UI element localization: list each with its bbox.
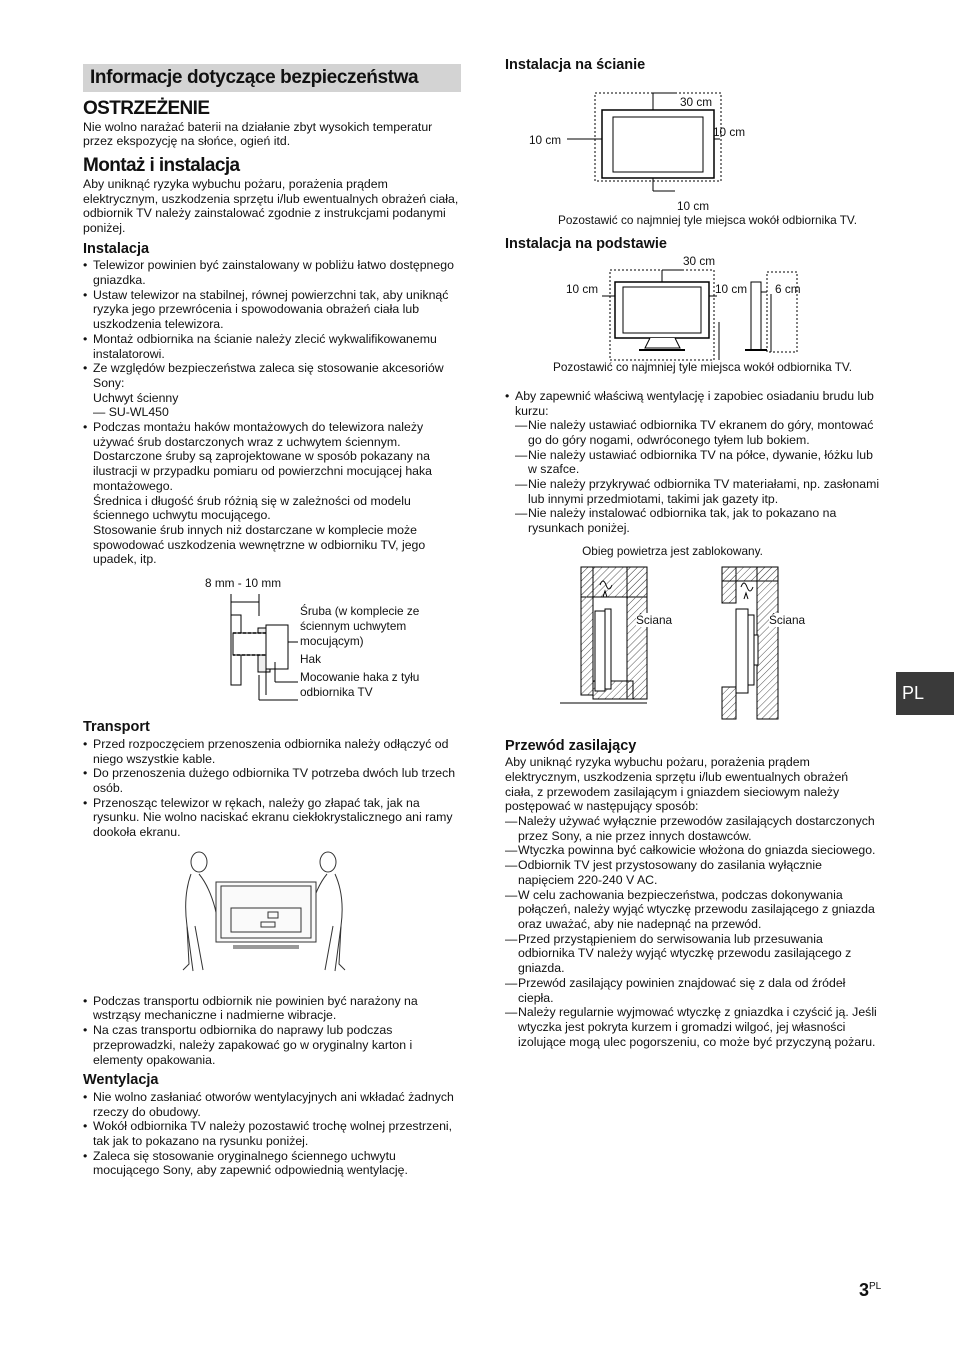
wall-install-heading: Instalacja na ścianie — [505, 57, 646, 73]
blocked-airflow-diagram — [505, 565, 880, 725]
screw-dimension-label: 8 mm - 10 mm — [205, 576, 282, 591]
screw-label: Śruba (w komplecie ze ściennym uchwytem mocującym) — [300, 604, 420, 648]
wall-top-label: 30 cm — [680, 94, 713, 109]
list-item — [83, 420, 461, 567]
vent-heading: Wentylacja — [83, 1072, 159, 1089]
list-item: • Montaż odbiornika na ścianie należy zlecić wykwalifikowanemu instalatorowi. — [83, 332, 461, 361]
carrying-diagram — [83, 846, 461, 991]
list-item: • Przed rozpoczęciem przenoszenia odbiornika należy odłączyć od niego wszystkie kable. — [83, 737, 461, 766]
wall-label-2: Ściana — [769, 612, 806, 627]
list-item: • Ustaw telewizor na stabilnej, równej powierzchni tak, aby uniknąć ryzyka jego przewrócenia i spowodowania obrażeń ciała lub uszkodzenia telewizora. — [83, 288, 461, 332]
accessory-text: Ze względów bezpieczeństwa zaleca się stosowanie akcesoriów Sony: — [93, 361, 444, 390]
list-item: • Przenosząc telewizor w rękach, należy go złapać tak, jak na rysunku. Nie wolno naciskać ekranu ciekłokrystalicznego ani ramy dookoła ekranu. — [83, 796, 461, 840]
hook-label: Hak — [300, 652, 321, 667]
stand-install-heading: Instalacja na podstawie — [505, 236, 667, 253]
language-tab: PL — [896, 672, 954, 715]
accessory-name: Uchwyt ścienny — [93, 390, 179, 405]
list-item: — Nie należy instalować odbiornika tak, jak to pokazano na rysunkach poniżej. — [515, 506, 880, 535]
stand-right-label: 10 cm — [715, 282, 748, 297]
list-item: • Podczas transportu odbiornik nie powinien być narażony na wstrząsy mechaniczne i nadmierne wibracje. — [83, 994, 461, 1023]
carrying-figure — [83, 846, 461, 994]
stand-install-figure — [505, 254, 880, 362]
list-item: — Wtyczka powinna być całkowicie włożona do gniazda sieciowego. — [505, 843, 880, 858]
list-item: — Nie należy ustawiać odbiornika TV ekranem do góry, montować go do góry nogami, odwróconego tyłem lub bokiem. — [515, 418, 880, 447]
list-item: — Należy regularnie wyjmować wtyczkę z gniazdka i czyścić ją. Jeśli wtyczka jest pokryta kurzem i gromadzi wilgoć, jej własności izolujące mogą ulec pogorszeniu, co może być przyczyną pożaru. — [505, 1005, 880, 1049]
list-item: • Zaleca się stosowanie oryginalnego ściennego uchwytu mocującego Sony, aby zapewnić odpowiednią wentylację. — [83, 1149, 461, 1178]
wall-left-label: 10 cm — [529, 132, 562, 147]
screw-figure — [83, 570, 461, 708]
list-item: — Nie należy przykrywać odbiornika TV materiałami, np. zasłonami lub innymi przedmiotami, takimi jak gazety itp. — [515, 477, 880, 506]
mount-heading: Montaż i instalacja — [83, 155, 240, 177]
screw-text-2: Średnica i długość śrub różnią się w zależności od modelu ściennego uchwytu mocującego. — [93, 493, 411, 523]
warning-heading: OSTRZEŻENIE — [83, 98, 210, 119]
page-number-value: 3 — [859, 1280, 870, 1300]
mount-text: Aby uniknąć ryzyka wybuchu pożaru, porażenia prądem elektrycznym, uszkodzenia sprzętu i/lub ewentualnych obrażeń ciała, odbiornik TV należy zainstalować zgodnie z instrukcjami podanymi poniżej. — [83, 176, 459, 235]
vent-dash-list — [515, 418, 880, 536]
left-column — [83, 64, 461, 1178]
airflow-caption: Obieg powietrza jest zablokowany. — [582, 543, 763, 558]
stand-clearance-diagram — [505, 254, 880, 362]
transport-list — [83, 737, 461, 840]
wall-install-figure — [505, 75, 880, 213]
list-item: • Do przenoszenia dużego odbiornika TV potrzeba dwóch lub trzech osób. — [83, 766, 461, 795]
list-item: — Przed przystąpieniem do serwisowania lub przesuwania odbiornika TV należy wyjąć wtyczkę przewodu zasilającego z gniazda. — [505, 932, 880, 976]
transport-heading: Transport — [83, 719, 150, 736]
vent-list — [83, 1090, 461, 1178]
vent-guidance-text: Aby zapewnić właściwą wentylację i zapobiec osiadaniu brudu lub kurzu: — [515, 388, 874, 418]
mount-label: Mocowanie haka z tyłu odbiornika TV — [300, 670, 420, 699]
list-item: — Przewód zasilający powinien znajdować się z dala od źródeł ciepła. — [505, 976, 880, 1005]
wall-label-1: Ściana — [636, 612, 673, 627]
blocked-airflow-figure — [505, 565, 880, 725]
section-title: Informacje dotyczące bezpieczeństwa — [83, 64, 461, 92]
stand-top-label: 30 cm — [683, 254, 716, 269]
install-list — [83, 258, 461, 567]
warning-text: Nie wolno narażać baterii na działanie zbyt wysokich temperatur przez ekspozycję na słońce, ogień itd. — [83, 119, 433, 149]
list-item: — W celu zachowania bezpieczeństwa, podczas dokonywania połączeń, należy wyjąć wtyczkę przewodu zasilającego z gniazda oraz uważać, aby nie nadepnąć na przewód. — [505, 888, 880, 932]
list-item: — Odbiornik TV jest przystosowany do zasilania wyłącznie napięciem 220-240 V AC. — [505, 858, 880, 887]
transport-list-2 — [83, 994, 461, 1068]
stand-caption: Pozostawić co najmniej tyle miejsca wokół odbiornika TV. — [553, 360, 852, 375]
right-column — [505, 58, 880, 1049]
list-item: • Nie wolno zasłaniać otworów wentylacyjnych ani wkładać żadnych rzeczy do obudowy. — [83, 1090, 461, 1119]
list-item: — Nie należy ustawiać odbiornika TV na półce, dywanie, łóżku lub w szafce. — [515, 448, 880, 477]
power-dash-list — [505, 814, 880, 1049]
accessory-model: — SU-WL450 — [93, 405, 169, 420]
power-text: Aby uniknąć ryzyka wybuchu pożaru, porażenia prądem elektrycznym, uszkodzenia sprzętu i/lub ewentualnych obrażeń ciała, z przewodem zasilającym i gniazdem sieciowym należy postępować w następujący sposób: — [505, 755, 849, 814]
wall-clearance-diagram — [505, 75, 880, 195]
wall-bottom-label: 10 cm — [677, 198, 710, 213]
stand-side-label: 6 cm — [775, 282, 801, 297]
vent-guidance-list — [505, 389, 880, 536]
power-heading: Przewód zasilający — [505, 737, 637, 754]
list-item: • Telewizor powinien być zainstalowany w pobliżu łatwo dostępnego gniazdka. — [83, 258, 461, 287]
list-item: — Należy używać wyłącznie przewodów zasilających dostarczonych przez Sony, a nie przez innych dostawców. — [505, 814, 880, 843]
wall-caption: Pozostawić co najmniej tyle miejsca wokół odbiornika TV. — [558, 212, 857, 227]
install-heading: Instalacja — [83, 240, 150, 257]
screw-text-1: • Podczas montażu haków montażowych do telewizora należy używać śrub dostarczonych wraz z uchwytem ściennym. Dostarczone śruby są zaprojektowane w sposób pokazany na ilustracji w przypadku pomiaru od powierzchni mocującej haka montażowego. — [93, 420, 433, 493]
list-item — [505, 389, 880, 536]
screw-text-3: Stosowanie śrub innych niż dostarczane w komplecie może spowodować uszkodzenia wewnętrzne w odbiorniku TV, jego upadek, itp. — [93, 522, 426, 567]
wall-right-label: 10 cm — [713, 124, 746, 139]
list-item: • Na czas transportu odbiornika do naprawy lub podczas przeprowadzki, należy zapakować go w oryginalny karton i elementy opakowania. — [83, 1023, 461, 1067]
list-item — [83, 361, 461, 420]
stand-left-label: 10 cm — [566, 282, 599, 297]
list-item: • Wokół odbiornika TV należy pozostawić trochę wolnej przestrzeni, tak jak to pokazano na rysunku poniżej. — [83, 1119, 461, 1148]
page-number-suffix: PL — [869, 1281, 882, 1292]
page-number — [859, 1280, 881, 1301]
